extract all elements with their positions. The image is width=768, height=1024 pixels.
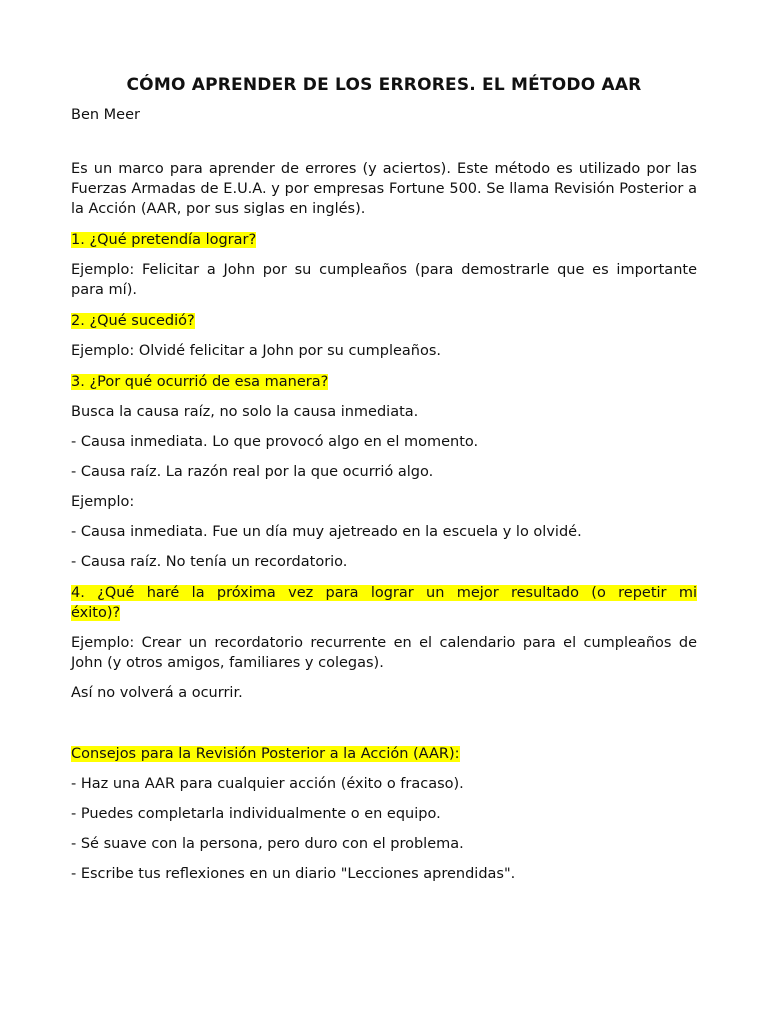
tip-item: - Sé suave con la persona, pero duro con el problema. [71,836,464,852]
author: Ben Meer [71,107,140,123]
question-4-text-line-2: éxito)? [71,605,121,621]
question-2-text: 2. ¿Qué sucedió? [71,313,195,329]
question-3-line-1: Busca la causa raíz, no solo la causa inmediata. [71,404,419,420]
question-1-example: Ejemplo: Felicitar a John por su cumpleaños (para demostrarle que es importante para mí). [71,262,697,298]
document-page [71,72,697,884]
question-3-example-2: - Causa raíz. No tenía un recordatorio. [71,554,348,570]
question-4-continued [71,603,697,623]
tip-item: - Haz una AAR para cualquier acción (éxito o fracaso). [71,776,464,792]
tips-heading [71,744,697,764]
question-3-text: 3. ¿Por qué ocurrió de esa manera? [71,374,329,390]
question-3-line-3: - Causa raíz. La razón real por la que ocurrió algo. [71,464,434,480]
question-4-example: Ejemplo: Crear un recordatorio recurrente en el calendario para el cumpleaños de John (y otros amigos, familiares y colegas). [71,635,697,671]
question-3-example-1: - Causa inmediata. Fue un día muy ajetreado en la escuela y lo olvidé. [71,524,582,540]
question-1 [71,230,697,250]
question-3-example-label: Ejemplo: [71,494,135,510]
question-4-text-line-1: 4. ¿Qué haré la próxima vez para lograr un mejor resultado (o repetir mi [71,585,697,601]
question-3-line-2: - Causa inmediata. Lo que provocó algo en el momento. [71,434,479,450]
tip-item: - Escribe tus reflexiones en un diario "Lecciones aprendidas". [71,866,516,882]
tip-item: - Puedes completarla individualmente o en equipo. [71,806,441,822]
tips-heading-text: Consejos para la Revisión Posterior a la Acción (AAR): [71,746,460,762]
question-2 [71,311,697,331]
question-2-example: Ejemplo: Olvidé felicitar a John por su cumpleaños. [71,343,442,359]
document-title: CÓMO APRENDER DE LOS ERRORES. EL MÉTODO AAR [126,75,642,95]
question-4 [71,583,697,603]
question-4-closing: Así no volverá a ocurrir. [71,685,243,701]
question-1-text: 1. ¿Qué pretendía lograr? [71,232,257,248]
intro-paragraph: Es un marco para aprender de errores (y aciertos). Este método es utilizado por las Fuerzas Armadas de E.U.A. y por empresas Fortune 500. Se llama Revisión Posterior a la Acción (AAR, por sus siglas en inglés). [71,161,697,217]
question-3 [71,372,697,392]
